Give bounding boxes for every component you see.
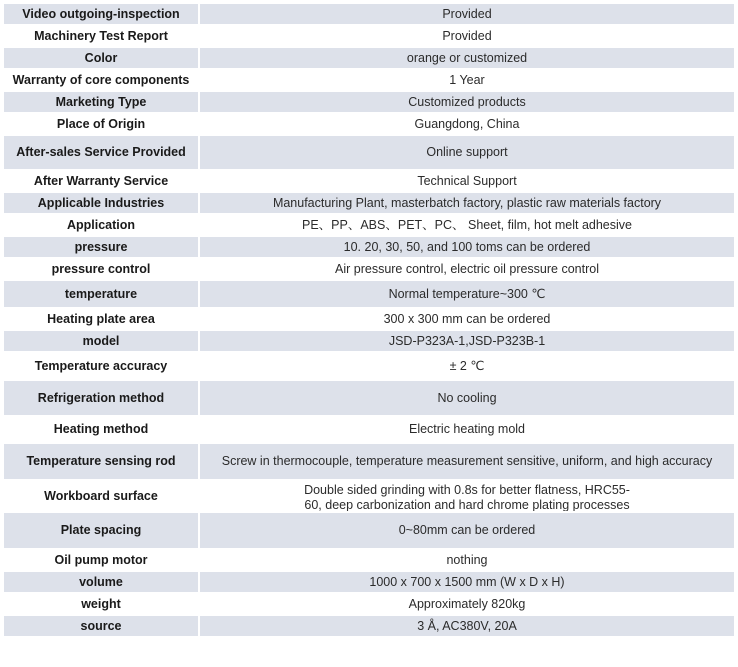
row-label: Temperature sensing rod xyxy=(4,444,198,479)
table-row xyxy=(4,136,734,169)
row-value: PE、PP、ABS、PET、PC、 Sheet, film, hot melt adhesive xyxy=(200,215,734,235)
row-value: 1000 x 700 x 1500 mm (W x D x H) xyxy=(200,572,734,592)
row-label: source xyxy=(4,616,198,636)
row-value: 10. 20, 30, 50, and 100 toms can be ordered xyxy=(200,237,734,257)
row-value-line: 60, deep carbonization and hard chrome plating processes xyxy=(304,498,630,511)
table-row xyxy=(4,331,734,351)
row-value: Guangdong, China xyxy=(200,114,734,134)
row-label: Workboard surface xyxy=(4,481,198,511)
row-label: After-sales Service Provided xyxy=(4,136,198,169)
row-label: Place of Origin xyxy=(4,114,198,134)
table-row xyxy=(4,550,734,570)
row-label: model xyxy=(4,331,198,351)
table-row xyxy=(4,353,734,379)
row-label: Heating plate area xyxy=(4,309,198,329)
row-label: Temperature accuracy xyxy=(4,353,198,379)
row-value: Provided xyxy=(200,26,734,46)
row-value xyxy=(200,481,734,511)
row-value: Approximately 820kg xyxy=(200,594,734,614)
row-value: Manufacturing Plant, masterbatch factory, plastic raw materials factory xyxy=(200,193,734,213)
row-value-line: Double sided grinding with 0.8s for better flatness, HRC55- xyxy=(304,483,630,497)
row-value: 300 x 300 mm can be ordered xyxy=(200,309,734,329)
table-row xyxy=(4,114,734,134)
row-label: Warranty of core components xyxy=(4,70,198,90)
table-row xyxy=(4,481,734,511)
table-row xyxy=(4,26,734,46)
row-label: weight xyxy=(4,594,198,614)
table-row xyxy=(4,171,734,191)
row-value: Screw in thermocouple, temperature measurement sensitive, uniform, and high accuracy xyxy=(200,444,734,479)
row-value: 3 Å, AC380V, 20A xyxy=(200,616,734,636)
table-row xyxy=(4,572,734,592)
table-row xyxy=(4,70,734,90)
row-label: Plate spacing xyxy=(4,513,198,548)
table-row xyxy=(4,513,734,548)
table-row xyxy=(4,417,734,442)
table-row xyxy=(4,237,734,257)
row-value: Customized products xyxy=(200,92,734,112)
table-row xyxy=(4,309,734,329)
row-label: temperature xyxy=(4,281,198,307)
row-label: pressure xyxy=(4,237,198,257)
row-label: Machinery Test Report xyxy=(4,26,198,46)
table-row xyxy=(4,48,734,68)
table-row xyxy=(4,281,734,307)
row-value: Air pressure control, electric oil pressure control xyxy=(200,259,734,279)
table-row xyxy=(4,259,734,279)
row-value: 0~80mm can be ordered xyxy=(200,513,734,548)
row-label: Heating method xyxy=(4,417,198,442)
row-value: Technical Support xyxy=(200,171,734,191)
table-row xyxy=(4,215,734,235)
row-label: Color xyxy=(4,48,198,68)
row-label: Applicable Industries xyxy=(4,193,198,213)
row-label: Refrigeration method xyxy=(4,381,198,415)
row-value: 1 Year xyxy=(200,70,734,90)
specification-table xyxy=(2,2,736,638)
row-label: Application xyxy=(4,215,198,235)
row-value: Electric heating mold xyxy=(200,417,734,442)
row-label: Video outgoing-inspection xyxy=(4,4,198,24)
table-row xyxy=(4,92,734,112)
table-row xyxy=(4,444,734,479)
row-label: Oil pump motor xyxy=(4,550,198,570)
row-value: JSD-P323A-1,JSD-P323B-1 xyxy=(200,331,734,351)
row-value: ± 2 ℃ xyxy=(200,353,734,379)
row-value: nothing xyxy=(200,550,734,570)
row-label: volume xyxy=(4,572,198,592)
row-value: orange or customized xyxy=(200,48,734,68)
row-label: pressure control xyxy=(4,259,198,279)
row-value: No cooling xyxy=(200,381,734,415)
row-value: Provided xyxy=(200,4,734,24)
row-value: Normal temperature~300 ℃ xyxy=(200,281,734,307)
row-value: Online support xyxy=(200,136,734,169)
table-row xyxy=(4,193,734,213)
row-label: Marketing Type xyxy=(4,92,198,112)
row-label: After Warranty Service xyxy=(4,171,198,191)
table-row xyxy=(4,616,734,636)
table-row xyxy=(4,381,734,415)
table-row xyxy=(4,594,734,614)
table-row xyxy=(4,4,734,24)
